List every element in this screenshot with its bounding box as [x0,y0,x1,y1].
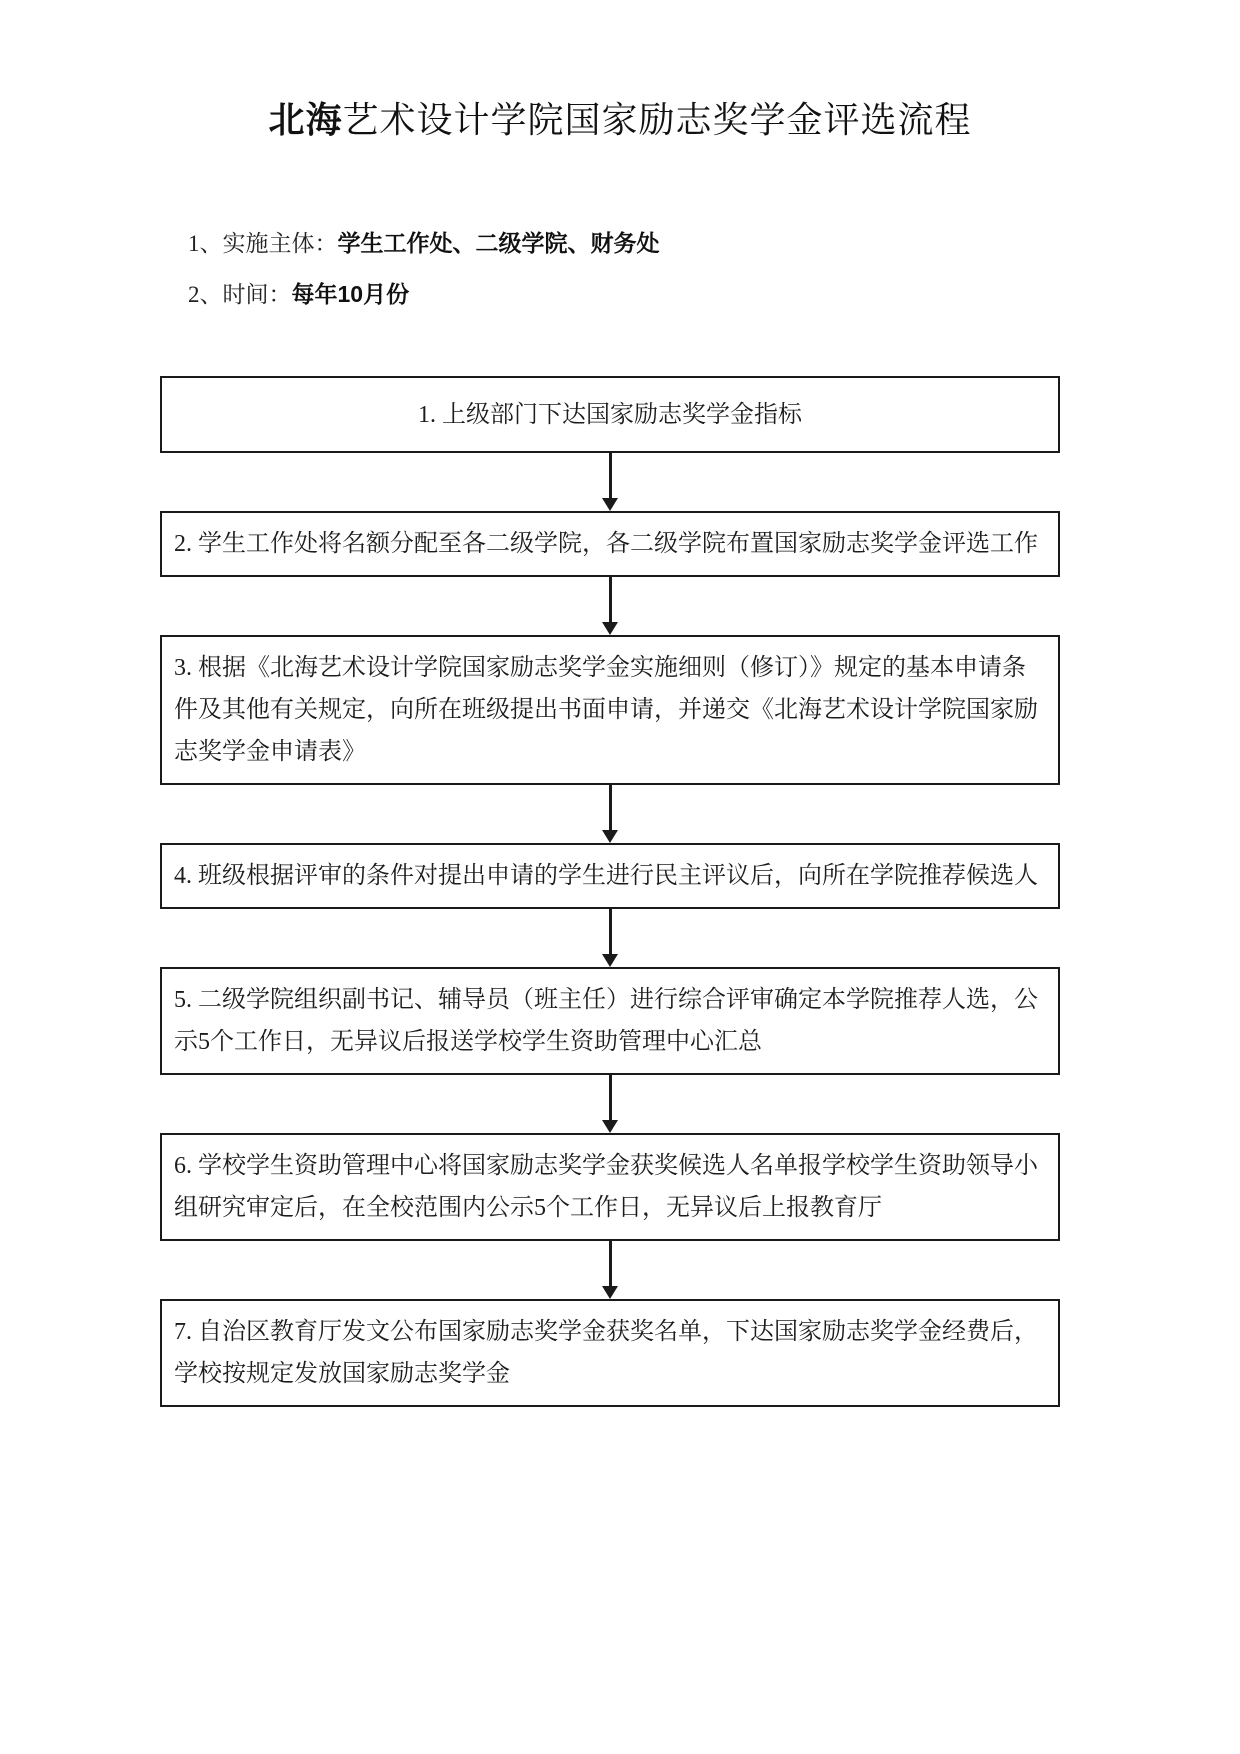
page-title [0,96,1240,144]
flow-step-1-text: 1. 上级部门下达国家励志奖学金指标 [418,401,802,428]
flow-step-3-text: 3. 根据《北海艺术设计学院国家励志奖学金实施细则（修订）》规定的基本申请条件及其他有关规定，向所在班级提出书面申请，并递交《北海艺术设计学院国家励志奖学金申请表》 [174,655,1038,765]
flowchart [160,376,1060,1407]
flow-step-5 [160,967,1060,1075]
arrow-head [602,622,618,635]
flow-step-2 [160,511,1060,577]
meta-value: 学生工作处、二级学院、财务处 [337,230,660,256]
page-title-prefix: 北海 [268,99,343,140]
arrow-line [609,909,612,954]
meta-list [188,228,1240,310]
arrow-down-icon [602,785,618,843]
flow-step-6-text: 6. 学校学生资助管理中心将国家励志奖学金获奖候选人名单报学校学生资助领导小组研究审定后，在全校范围内公示5个工作日，无异议后上报教育厅 [174,1153,1038,1221]
meta-item-subject [188,228,1240,259]
meta-label: 2、时间： [188,282,292,307]
arrow-down-icon [602,1075,618,1133]
arrow-down-icon [602,453,618,511]
arrow-head [602,1120,618,1133]
meta-item-time [188,279,1240,310]
flow-step-7 [160,1299,1060,1407]
arrow-down-icon [602,577,618,635]
meta-label: 1、实施主体： [188,231,338,256]
arrow-head [602,498,618,511]
arrow-line [609,1075,612,1120]
arrow-head [602,954,618,967]
flow-step-6 [160,1133,1060,1241]
meta-value: 每年10月份 [291,281,410,307]
arrow-down-icon [602,909,618,967]
arrow-head [602,830,618,843]
flow-step-4-text: 4. 班级根据评审的条件对提出申请的学生进行民主评议后，向所在学院推荐候选人 [174,863,1038,889]
flow-step-2-text: 2. 学生工作处将名额分配至各二级学院，各二级学院布置国家励志奖学金评选工作 [174,531,1038,557]
arrow-line [609,785,612,830]
page-title-rest: 艺术设计学院国家励志奖学金评选流程 [342,100,972,140]
flow-step-4 [160,843,1060,909]
flow-step-3 [160,635,1060,785]
flow-step-5-text: 5. 二级学院组织副书记、辅导员（班主任）进行综合评审确定本学院推荐人选，公示5个工作日，无异议后报送学校学生资助管理中心汇总 [174,987,1038,1055]
flow-step-1 [160,376,1060,453]
arrow-line [609,453,612,498]
arrow-down-icon [602,1241,618,1299]
arrow-head [602,1286,618,1299]
arrow-line [609,577,612,622]
flow-step-7-text: 7. 自治区教育厅发文公布国家励志奖学金获奖名单，下达国家励志奖学金经费后，学校按规定发放国家励志奖学金 [174,1319,1038,1387]
arrow-line [609,1241,612,1286]
